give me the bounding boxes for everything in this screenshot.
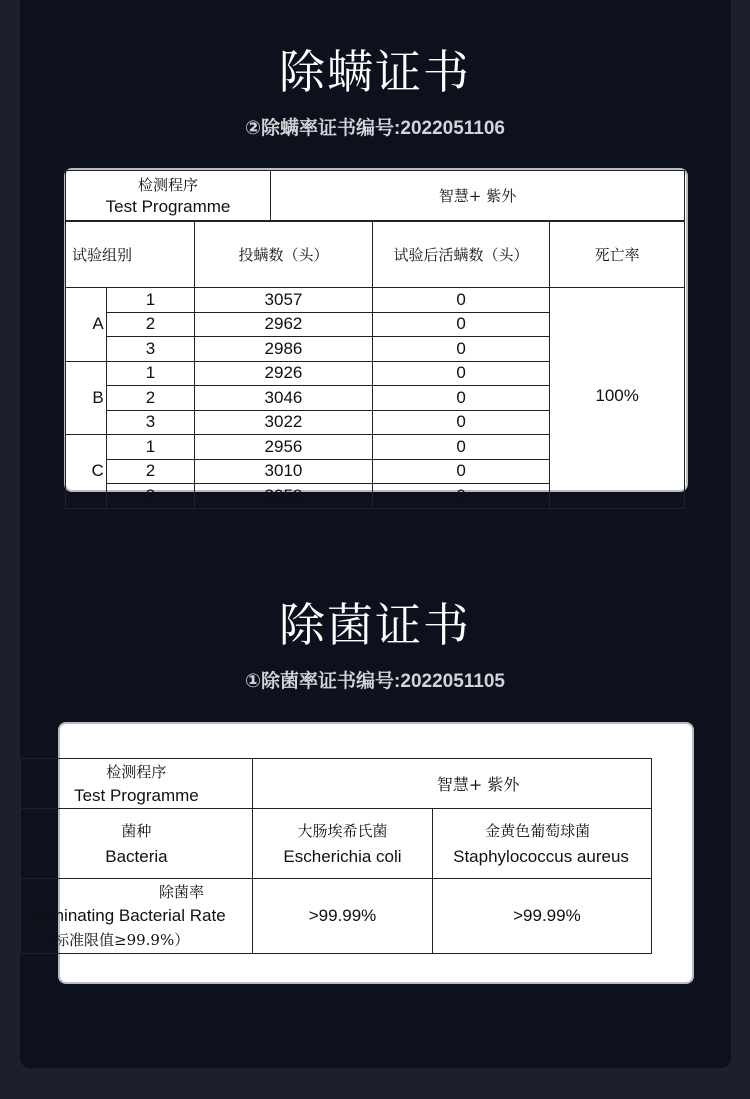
group-label: B xyxy=(66,361,107,435)
mite-certificate-card xyxy=(64,168,688,505)
header-mortality: 死亡率 xyxy=(550,222,685,288)
row-alive: 0 xyxy=(372,386,549,411)
ecoli-cell xyxy=(252,809,432,879)
rate-label-cn: 除菌率 xyxy=(159,883,205,901)
row-no: 2 xyxy=(106,386,194,411)
row-count: 3010 xyxy=(195,459,373,484)
row-count: 2926 xyxy=(195,361,373,386)
row-no: 3 xyxy=(106,337,194,362)
mite-data-table xyxy=(65,221,685,509)
row-no: 3 xyxy=(106,484,194,509)
bacteria-results-table xyxy=(20,758,652,954)
product-name: 智慧+ 紫外 xyxy=(252,759,651,809)
row-count: 3022 xyxy=(195,410,373,435)
product-name: 智慧+ 紫外 xyxy=(271,171,685,221)
row-count: 3058 xyxy=(195,484,373,509)
bacteria-certificate-card xyxy=(31,722,694,984)
row-no: 2 xyxy=(106,459,194,484)
row-alive: 0 xyxy=(372,435,549,460)
row-no: 1 xyxy=(106,288,194,313)
bacteria-certificate-title: 除菌证书 xyxy=(279,598,471,652)
mite-certificate-number: ②除螨率证书编号:2022051106 xyxy=(244,118,506,139)
row-no: 1 xyxy=(106,435,194,460)
staph-name-en: Staphylococcus aureus xyxy=(453,846,629,866)
staph-name-cn: 金黄色葡萄球菌 xyxy=(485,821,591,840)
group-label: C xyxy=(66,435,107,509)
row-alive: 0 xyxy=(372,484,549,509)
rate-header-cell xyxy=(21,879,253,954)
mite-results-table xyxy=(65,170,685,221)
row-alive: 0 xyxy=(372,361,549,386)
programme-label-en: Test Programme xyxy=(74,785,199,805)
row-no: 3 xyxy=(106,410,194,435)
ecoli-name-cn: 大肠埃希氏菌 xyxy=(297,821,388,840)
bacteria-certificate-number: ①除菌率证书编号:2022051105 xyxy=(244,671,506,692)
programme-cell xyxy=(21,759,253,809)
staph-cell xyxy=(433,809,652,879)
header-test-group: 试验组别 xyxy=(66,222,195,288)
row-count: 2986 xyxy=(195,337,373,362)
table-row xyxy=(66,288,685,313)
row-alive: 0 xyxy=(372,312,549,337)
row-alive: 0 xyxy=(372,337,549,362)
row-count: 2962 xyxy=(195,312,373,337)
row-no: 2 xyxy=(106,312,194,337)
row-count: 2956 xyxy=(195,435,373,460)
row-alive: 0 xyxy=(372,288,549,313)
row-alive: 0 xyxy=(372,459,549,484)
mortality-rate: 100% xyxy=(550,288,685,509)
rate-standard: （标准限值≥99.9%） xyxy=(39,931,190,949)
group-label: A xyxy=(66,288,107,362)
programme-label-cn: 检测程序 xyxy=(106,762,167,781)
ecoli-rate: >99.99% xyxy=(252,879,432,954)
header-alive-count: 试验后活螨数（头） xyxy=(372,222,549,288)
row-count: 3046 xyxy=(195,386,373,411)
ecoli-name-en: Escherichia coli xyxy=(283,846,402,866)
row-count: 3057 xyxy=(195,288,373,313)
row-no: 1 xyxy=(106,361,194,386)
programme-cell xyxy=(66,171,271,221)
bacteria-header-cell xyxy=(21,809,253,879)
bacteria-label-en: Bacteria xyxy=(105,846,168,866)
programme-label-cn: 检测程序 xyxy=(138,175,199,194)
staph-rate: >99.99% xyxy=(433,879,652,954)
bacteria-label-cn: 菌种 xyxy=(121,821,152,840)
row-alive: 0 xyxy=(372,410,549,435)
programme-label-en: Test Programme xyxy=(105,196,231,216)
header-mite-count: 投螨数（头） xyxy=(195,222,373,288)
mite-certificate-title: 除螨证书 xyxy=(279,45,471,99)
rate-label-en: Eliminating Bacterial Rate xyxy=(31,906,226,925)
